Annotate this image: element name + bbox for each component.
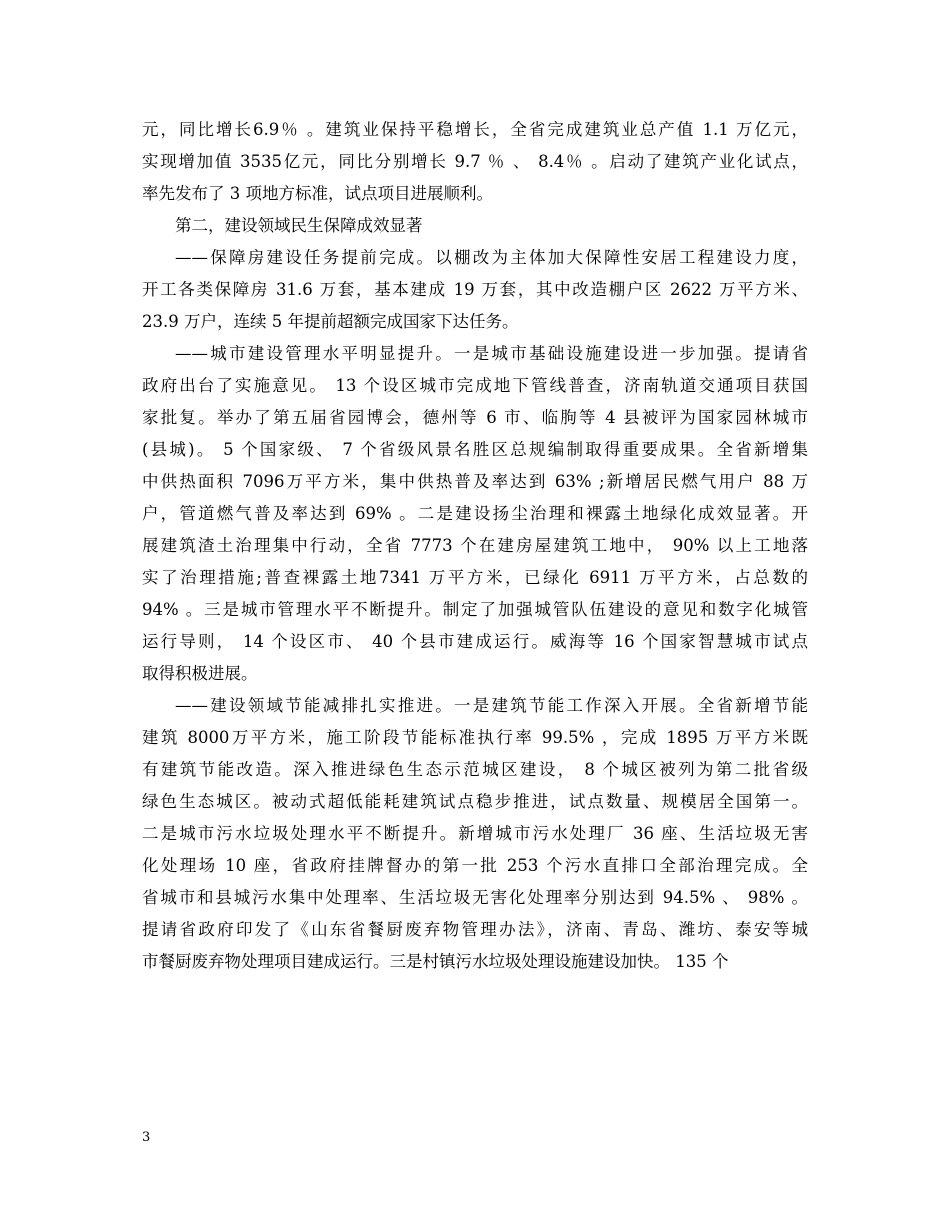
text-line: 第二，建设领域民生保障成效显著	[175, 216, 423, 235]
text-line: 展建筑渣土治理集中行动，全省 7773 个在建房屋建筑工地中， 90% 以上工地落	[142, 536, 808, 555]
text-line: (县城)。 5 个国家级、 7 个省级风景名胜区总规编制取得重要成果。全省新增集	[142, 440, 808, 459]
text-line: ——建设领域节能减排扎实推进。一是建筑节能工作深入开展。全省新增节能	[175, 696, 808, 715]
text-line: 实了治理措施;普查裸露土地7341 万平方米，已绿化 6911 万平方米，占总数的	[142, 568, 808, 587]
text-line: 开工各类保障房 31.6 万套，基本建成 19 万套，其中改造棚户区 2622 万平方米、	[142, 280, 808, 299]
paragraph-urban-management	[142, 338, 808, 690]
text-line: ——保障房建设任务提前完成。以棚改为主体加大保障性安居工程建设力度，	[175, 248, 808, 267]
text-line: 市餐厨废弃物处理项目建成运行。三是村镇污水垃圾处理设施建设加快。 135 个	[142, 952, 729, 971]
text-line: 94% 。三是城市管理水平不断提升。制定了加强城管队伍建设的意见和数字化城管	[142, 600, 808, 619]
paragraph-energy-saving	[142, 690, 808, 978]
text-line: 元，同比增长6.9％ 。建筑业保持平稳增长，全省完成建筑业总产值 1.1 万亿元，	[142, 120, 808, 139]
text-line: 化处理场 10 座，省政府挂牌督办的第一批 253 个污水直排口全部治理完成。全	[142, 856, 808, 875]
page-number: 3	[142, 1130, 151, 1145]
paragraph-housing	[142, 242, 808, 338]
text-line: 二是城市污水垃圾处理水平不断提升。新增城市污水处理厂 36 座、生活垃圾无害	[142, 824, 808, 843]
text-line: 取得积极进展。	[142, 664, 258, 683]
text-line: 户，管道燃气普及率达到 69% 。二是建设扬尘治理和裸露土地绿化成效显著。开	[142, 504, 808, 523]
text-line: 政府出台了实施意见。 13 个设区城市完成地下管线普查，济南轨道交通项目获国	[142, 376, 808, 395]
text-line: 率先发布了 3 项地方标准，试点项目进展顺利。	[142, 184, 493, 203]
text-line: 实现增加值 3535亿元，同比分别增长 9.7 ％ 、 8.4％ 。启动了建筑产业化试点，	[142, 152, 808, 171]
text-line: ——城市建设管理水平明显提升。一是城市基础设施建设进一步加强。提请省	[175, 344, 808, 363]
text-line: 23.9 万户，连续 5 年提前超额完成国家下达任务。	[142, 312, 519, 331]
paragraph-section-heading-two	[142, 210, 808, 242]
text-line: 有建筑节能改造。深入推进绿色生态示范城区建设， 8 个城区被列为第二批省级	[142, 760, 808, 779]
document-body	[142, 114, 808, 978]
text-line: 中供热面积 7096万平方米，集中供热普及率达到 63% ;新增居民燃气用户 88 万	[142, 472, 808, 491]
text-line: 省城市和县城污水集中处理率、生活垃圾无害化处理率分别达到 94.5% 、 98% 。	[142, 888, 808, 907]
text-line: 家批复。举办了第五届省园博会，德州等 6 市、临朐等 4 县被评为国家园林城市	[142, 408, 808, 427]
text-line: 建筑 8000万平方米，施工阶段节能标准执行率 99.5% ，完成 1895 万平方米既	[142, 728, 808, 747]
text-line: 运行导则， 14 个设区市、 40 个县市建成运行。威海等 16 个国家智慧城市试点	[142, 632, 808, 651]
paragraph-construction-industry	[142, 114, 808, 210]
text-line: 绿色生态城区。被动式超低能耗建筑试点稳步推进，试点数量、规模居全国第一。	[142, 792, 808, 811]
text-line: 提请省政府印发了《山东省餐厨废弃物管理办法》，济南、青岛、潍坊、泰安等城	[142, 920, 808, 939]
